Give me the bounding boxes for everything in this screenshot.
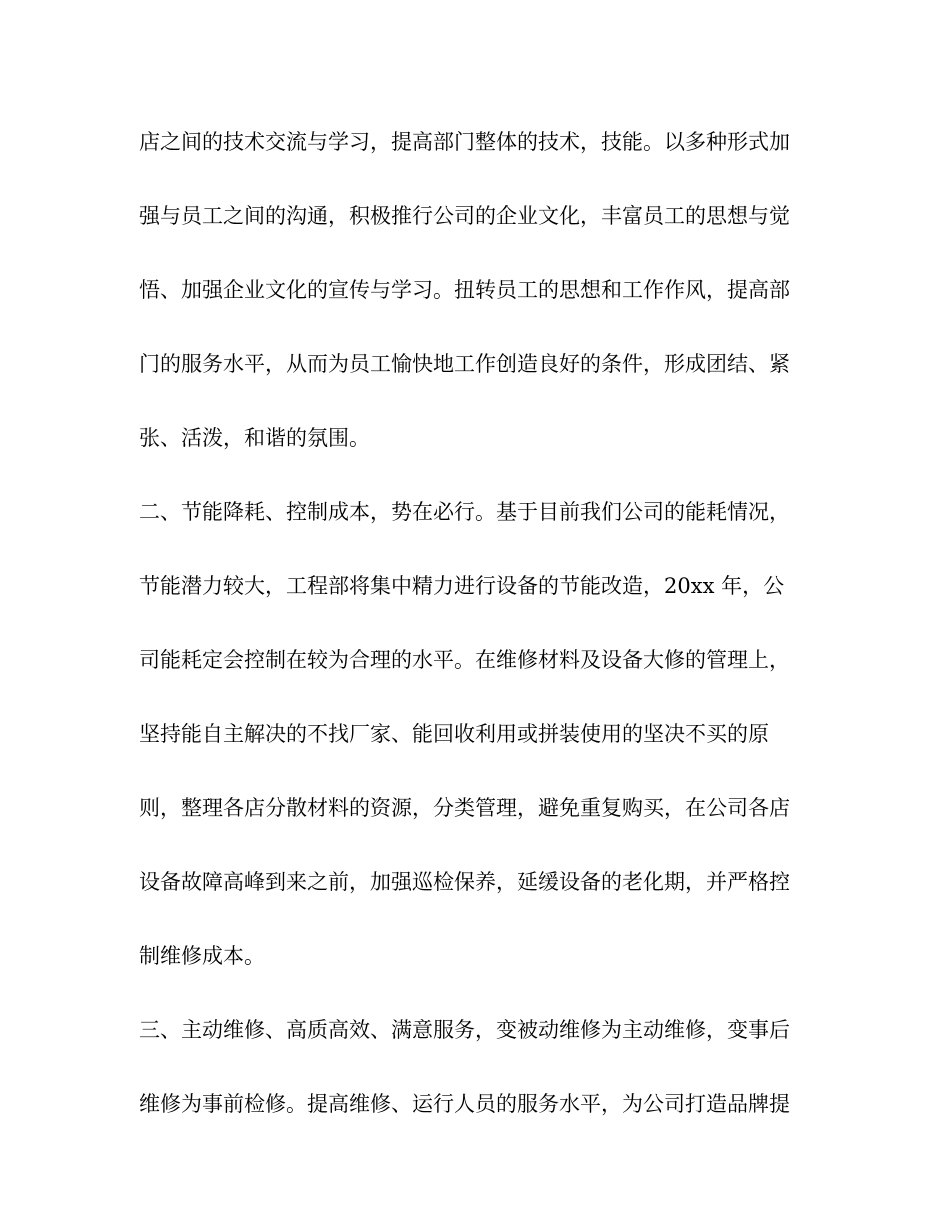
text-line: 节能潜力较大，工程部将集中精力进行设备的节能改造，20xx 年，公 [139, 574, 785, 598]
text-line: 张、活泼，和谐的氛围。 [139, 426, 370, 450]
text-line: 门的服务水平，从而为员工愉快地工作创造良好的条件，形成团结、紧 [139, 352, 790, 376]
text-line: 二、节能降耗、控制成本，势在必行。基于目前我们公司的能耗情况， [139, 500, 790, 524]
text-line: 店之间的技术交流与学习，提高部门整体的技术，技能。以多种形式加 [139, 130, 790, 154]
text-line: 强与员工之间的沟通，积极推行公司的企业文化，丰富员工的思想与觉 [139, 204, 790, 228]
text-line: 司能耗定会控制在较为合理的水平。在维修材料及设备大修的管理上， [139, 648, 790, 672]
text-line: 制维修成本。 [139, 944, 265, 968]
text-line: 坚持能自主解决的不找厂家、能回收利用或拼装使用的坚决不买的原 [139, 722, 769, 746]
text-line: 悟、加强企业文化的宣传与学习。扭转员工的思想和工作作风，提高部 [139, 278, 790, 302]
text-line: 则，整理各店分散材料的资源，分类管理，避免重复购买，在公司各店 [139, 796, 790, 820]
text-line: 维修为事前检修。提高维修、运行人员的服务水平，为公司打造品牌提 [139, 1092, 790, 1116]
text-line: 三、主动维修、高质高效、满意服务，变被动维修为主动维修，变事后 [139, 1018, 790, 1042]
text-line: 设备故障高峰到来之前，加强巡检保养，延缓设备的老化期，并严格控 [139, 870, 790, 894]
